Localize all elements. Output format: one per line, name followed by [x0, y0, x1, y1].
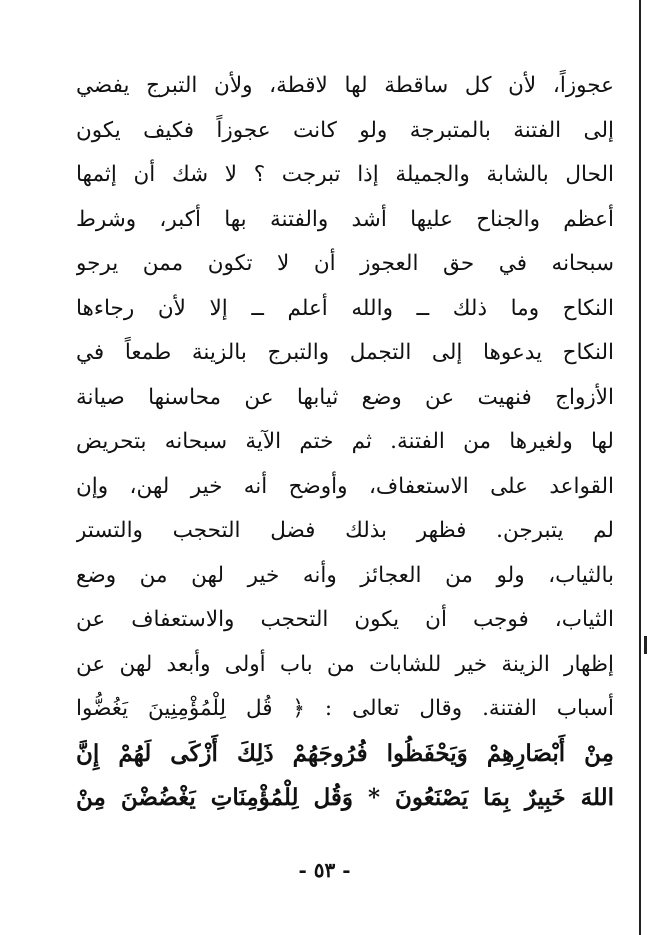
text-line: لم يتبرجن. فظهر بذلك فضل التحجب والتستر [76, 518, 614, 543]
page-edge-mark [644, 636, 647, 654]
text-line: أسباب الفتنة. وقال تعالى : ﴿ قُل لِلْمُؤْمِنِينَ يَغُضُّوا [76, 696, 614, 721]
text-line: الأزواج فنهيت عن وضع ثيابها عن محاسنها صيانة [76, 384, 614, 410]
text-line: لها ولغيرها من الفتنة. ثم ختم الآية سبحانه بتحريض [76, 429, 614, 454]
text-line: النكاح يدعوها إلى التجمل والتبرج بالزينة طمعاً في [76, 340, 614, 365]
text-line: بالثياب، ولو من العجائز وأنه خير لهن من وضع [76, 562, 614, 588]
text-line: سبحانه في حق العجوز أن لا تكون ممن يرجو [76, 251, 614, 276]
body-text [76, 64, 614, 821]
page-edge-line [639, 0, 641, 935]
page-number: - ٥٣ - [298, 858, 351, 882]
text-line: إلى الفتنة بالمتبرجة ولو كانت عجوزاً فكيف يكون [76, 117, 614, 143]
text-line: إظهار الزينة خير للشابات من باب أولى وأبعد لهن عن [76, 651, 614, 677]
text-line: أعظم والجناح عليها أشد والفتنة بها أكبر، وشرط [76, 206, 614, 232]
text-line: الثياب، فوجب أن يكون التحجب والاستعفاف عن [76, 607, 614, 632]
text-line: عجوزاً، لأن كل ساقطة لها لاقطة، ولأن التبرج يفضي [76, 73, 614, 98]
text-line: النكاح وما ذلك ــ والله أعلم ــ إلا لأن رجاءها [76, 295, 614, 321]
quran-verse-line: اللهَ خَبِيرٌ بِمَا يَصْنَعُونَ * وَقُل لِلْمُؤْمِنَاتِ يَغْضُضْنَ مِنْ [76, 784, 614, 811]
quran-verse-line: مِنْ أَبْصَارِهِمْ وَيَحْفَظُوا فُرُوجَهُمْ ذَلِكَ أَزْكَى لَهُمْ إِنَّ [76, 739, 614, 767]
text-line: الحال بالشابة والجميلة إذا تبرجت ؟ لا شك أن إثمها [76, 162, 614, 187]
text-line: القواعد على الاستعفاف، وأوضح أنه خير لهن، وإن [76, 473, 614, 499]
